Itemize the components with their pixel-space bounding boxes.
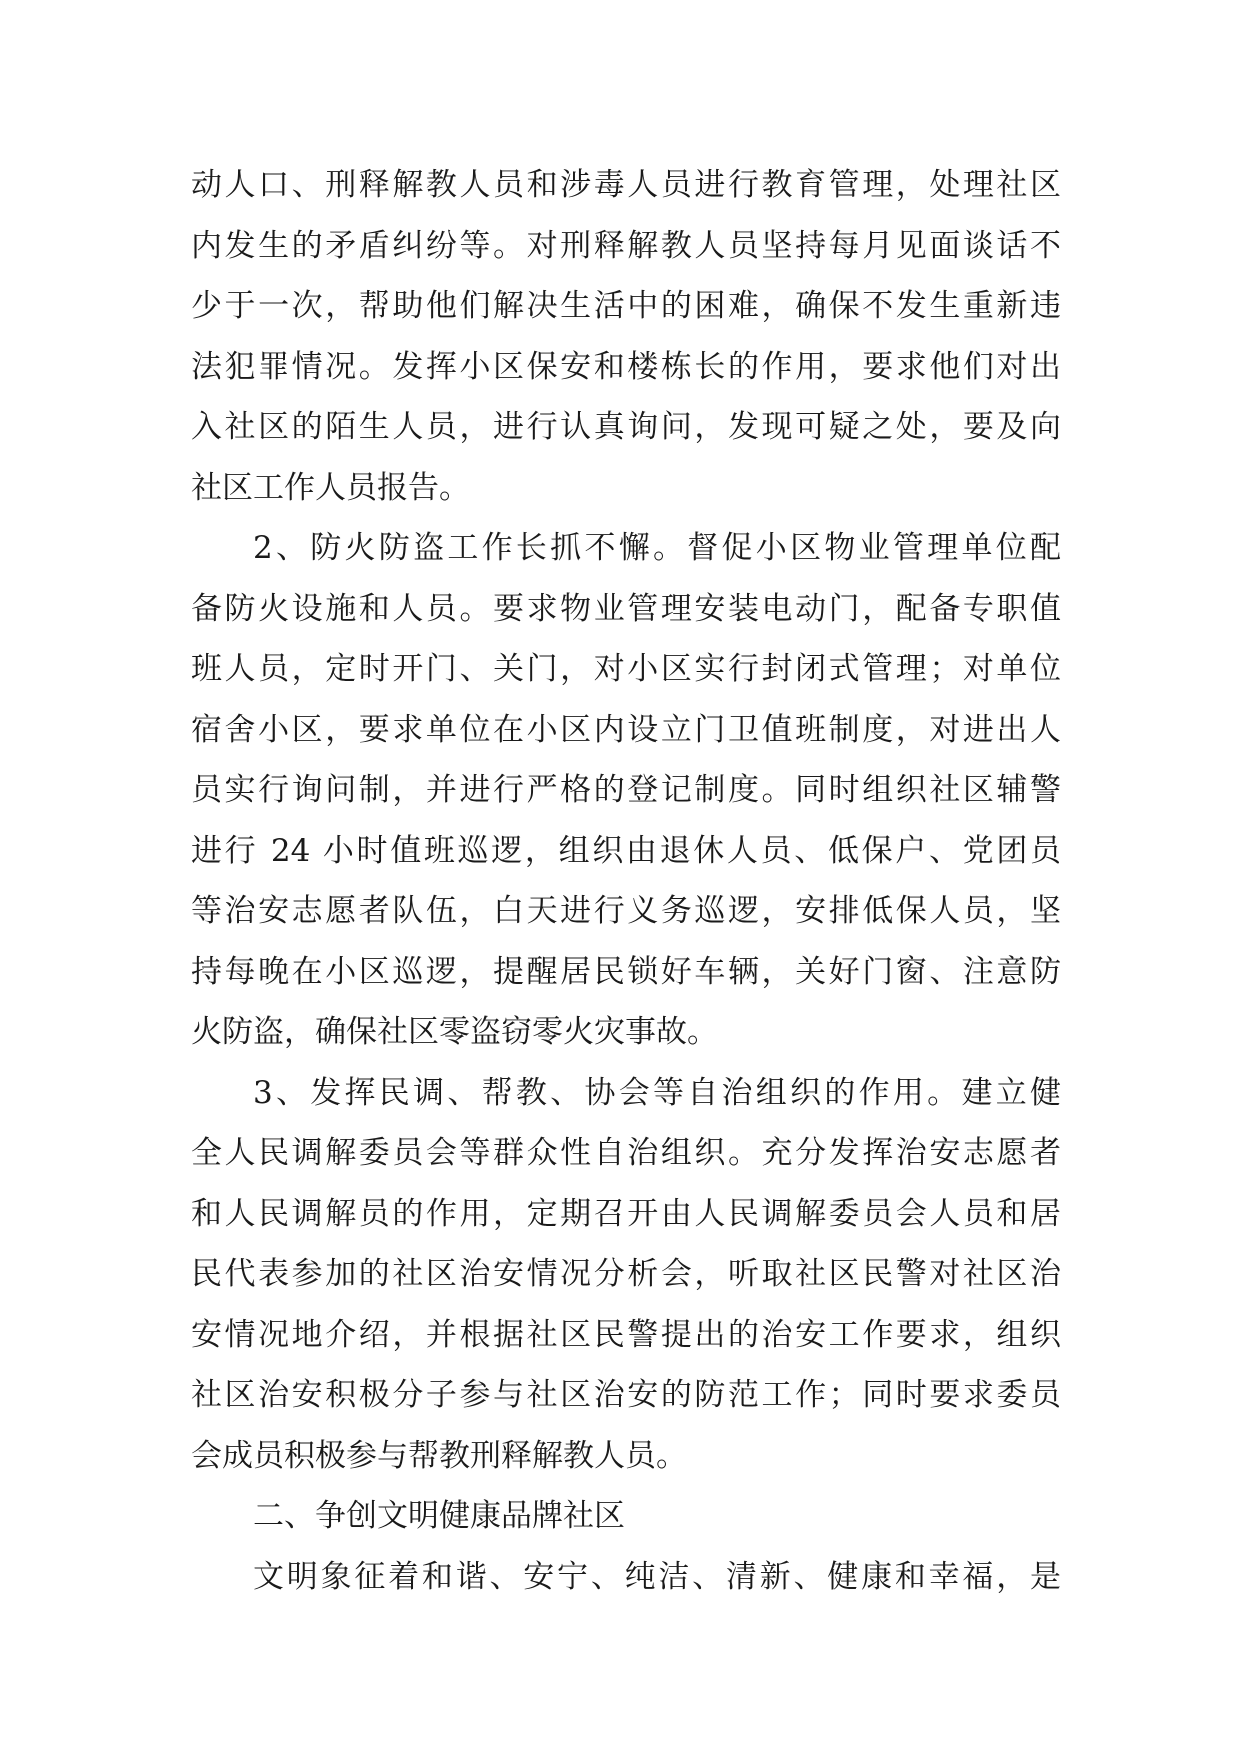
text-line: 社区治安积极分子参与社区治安的防范工作；同时要求委员 — [191, 1377, 1061, 1413]
text-line: 全人民调解委员会等群众性自治组织。充分发挥治安志愿者 — [191, 1135, 1061, 1171]
text-line: 宿舍小区，要求单位在小区内设立门卫值班制度，对进出人 — [191, 711, 1061, 748]
text-line: 持每晚在小区巡逻，提醒居民锁好车辆，关好门窗、注意防 — [191, 953, 1061, 990]
text-line: 动人口、刑释解教人员和涉毒人员进行教育管理，处理社区 — [191, 167, 1061, 203]
text-line: 3、发挥民调、帮教、协会等自治组织的作用。建立健 — [253, 1074, 1061, 1111]
text-line: 入社区的陌生人员，进行认真询问，发现可疑之处，要及向 — [191, 409, 1061, 445]
text-line: 班人员，定时开门、关门，对小区实行封闭式管理；对单位 — [191, 651, 1061, 687]
text-line: 安情况地介绍，并根据社区民警提出的治安工作要求，组织 — [191, 1316, 1061, 1353]
text-line: 火防盗，确保社区零盗窃零火灾事故。 — [191, 1014, 718, 1050]
text-line: 内发生的矛盾纠纷等。对刑释解教人员坚持每月见面谈话不 — [191, 227, 1061, 264]
text-line: 进行 24 小时值班巡逻，组织由退休人员、低保户、党团员 — [191, 832, 1061, 869]
text-line: 文明象征着和谐、安宁、纯洁、清新、健康和幸福，是 — [253, 1558, 1061, 1595]
text-line: 员实行询问制，并进行严格的登记制度。同时组织社区辅警 — [191, 772, 1061, 808]
text-line: 2、防火防盗工作长抓不懈。督促小区物业管理单位配 — [253, 530, 1061, 566]
text-line: 会成员积极参与帮教刑释解教人员。 — [191, 1437, 687, 1474]
text-line: 少于一次，帮助他们解决生活中的困难，确保不发生重新违 — [191, 288, 1061, 324]
text-line: 等治安志愿者队伍，白天进行义务巡逻，安排低保人员，坚 — [191, 893, 1061, 929]
text-line: 民代表参加的社区治安情况分析会，听取社区民警对社区治 — [191, 1256, 1061, 1292]
text-line: 二、争创文明健康品牌社区 — [253, 1498, 625, 1534]
document-body — [191, 155, 1061, 1607]
text-line: 社区工作人员报告。 — [191, 469, 470, 506]
text-line: 和人民调解员的作用，定期召开由人民调解委员会人员和居 — [191, 1195, 1061, 1232]
text-line: 法犯罪情况。发挥小区保安和楼栋长的作用，要求他们对出 — [191, 348, 1061, 385]
text-line: 备防火设施和人员。要求物业管理安装电动门，配备专职值 — [191, 590, 1061, 627]
